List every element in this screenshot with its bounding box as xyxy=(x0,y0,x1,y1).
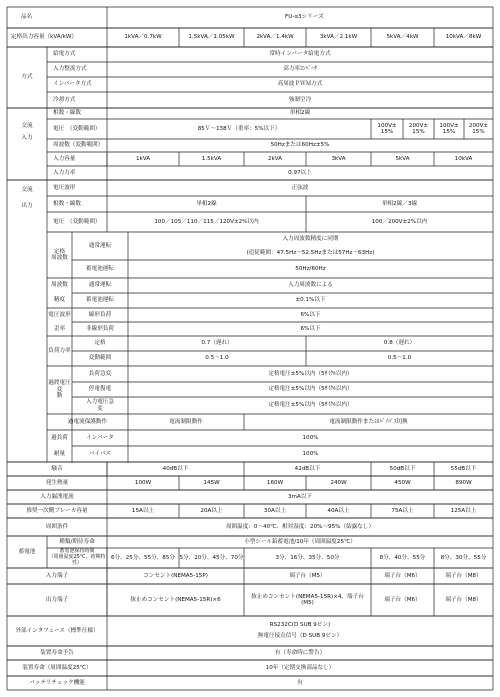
overload-group-b: 耐量 xyxy=(53,450,66,457)
rated-battery-label: 蓄電池運転 xyxy=(86,265,114,272)
overload-group-a: 過負荷 xyxy=(51,434,68,441)
overload-bypass-label: バイパス xyxy=(88,450,112,457)
output-voltage-a: 100／105／110／115／120V±2%以内 xyxy=(154,218,259,225)
input-cap-value: 1.5kVA xyxy=(201,155,222,162)
capacity-value: 3kVA／2.1kW xyxy=(319,34,358,41)
capacity-value: 10kVA／8kW xyxy=(445,34,482,41)
output-phase-b: 単相2線／3線 xyxy=(381,200,418,207)
input-cap-value: 1kVA xyxy=(135,155,151,162)
load-pf-group: 負荷力率 xyxy=(48,347,71,354)
output-voltage-b: 100／200V±2%以内 xyxy=(371,218,428,225)
overload-bypass-value: 100% xyxy=(302,450,319,457)
output-wave-label: 電圧波形 xyxy=(53,184,76,191)
env-label: 周囲条件 xyxy=(45,523,69,530)
interface-value-1: RS232C(D SUB 9ピン) xyxy=(269,622,331,629)
input-voltage-value: 85Ｖ～138Ｖ（重率：5%以下） xyxy=(197,125,281,132)
output-terminal-label: 出力端子 xyxy=(45,596,69,603)
input-pf-label: 入力力率 xyxy=(53,169,76,176)
transient-group: 過渡電圧変 動 xyxy=(48,380,71,400)
overload-inverter-value: 100% xyxy=(302,434,319,441)
output-terminal-value: 抜止めコンセント(NEMA5-15R)×6 xyxy=(130,596,221,603)
input-terminal-value: 端子台（M6） xyxy=(384,572,421,579)
rated-normal-value-2: (追従範囲：47.5Hz～52.5Hzまたは57Hz～63Hz) xyxy=(246,249,375,256)
leak-label: 入力漏洩電流 xyxy=(40,493,74,500)
breaker-value: 20A以上 xyxy=(200,507,223,514)
input-cap-value: 2kVA xyxy=(267,155,283,162)
env-value: 周囲温度：0～40℃、相対湿度：20%～95%（結露なし） xyxy=(225,523,375,530)
breaker-value: 15A以上 xyxy=(131,507,155,514)
output-wave-value: 正弦波 xyxy=(291,184,309,191)
input-voltage-sub: 200V± 15% xyxy=(468,122,489,135)
input-voltage-sub: 200V± 15% xyxy=(408,122,429,135)
battery-check-value: 有 xyxy=(297,679,303,686)
input-phase-label: 相数・線数 xyxy=(53,110,81,117)
system-group-label: 方式 xyxy=(21,74,33,81)
heat-label: 発生熱量 xyxy=(45,479,69,486)
battery-check-label: バッテリチェック機能 xyxy=(29,679,85,686)
nonlinear-load-label: 非線形負荷 xyxy=(86,325,114,332)
life-predict-label: 装置寿命予告 xyxy=(40,649,74,656)
input-terminal-value: 端子台（M5） xyxy=(289,572,326,579)
battery-hold-value: 3分、16分、35分、50分 xyxy=(275,554,340,561)
transient-row-label: 停電復電 xyxy=(88,386,112,393)
input-cap-value: 10kVA xyxy=(454,155,473,162)
noise-label: 騒音 xyxy=(51,465,63,472)
overload-inverter-label: インバータ xyxy=(86,434,114,441)
pf-range-b: 0.5～1.0 xyxy=(387,355,412,362)
heat-value: 145W xyxy=(203,479,220,486)
freq-precision-group-a: 周波数 xyxy=(51,282,68,289)
input-pf-value: 0.97以上 xyxy=(288,169,312,176)
input-terminal-label: 入力端子 xyxy=(45,572,69,579)
interface-value-2: 無電圧接点信号（D SUB 9ピン） xyxy=(257,633,343,640)
header-label: 品名 xyxy=(21,14,33,21)
battery-type-label: 種類/期待寿命 xyxy=(59,538,95,545)
heat-value: 100W xyxy=(134,479,152,486)
heat-value: 160W xyxy=(266,479,284,486)
output-terminal-value: 抜止めコンセント(NEMA5-15R)×4、端子台 (M5) xyxy=(251,593,364,606)
system-row-value: 常時インバータ給電方式 xyxy=(269,51,331,58)
pf-range-a: 0.5～1.0 xyxy=(205,355,229,362)
heat-value: 890W xyxy=(455,479,472,486)
rated-battery-value: 50Hz/60Hz xyxy=(295,265,326,272)
transient-row-value: 定格電圧±5%以内（5ｻｲｸﾙ以内） xyxy=(268,386,353,393)
transient-row-value: 定格電圧±5%以内（5ｻｲｸﾙ以内） xyxy=(268,402,353,409)
input-phase-value: 単相2線 xyxy=(289,110,311,117)
capacity-value: 1.5kVA／1.05kW xyxy=(188,34,235,41)
system-row-value: 高周波ＰＷＭ方式 xyxy=(277,81,323,88)
battery-hold-label: 蓄電池保持時間 （周囲温度25℃、初期特性） xyxy=(48,548,106,566)
transient-row-value: 定格電圧±5%以内（5ｻｲｸﾙ以内） xyxy=(268,370,353,377)
breaker-value: 30A以上 xyxy=(263,507,287,514)
battery-hold-value: 6分、25分、55分、85分 xyxy=(110,554,176,561)
pf-range-label: 変動範囲 xyxy=(88,355,112,362)
noise-value: 50dB以下 xyxy=(389,465,416,472)
breaker-label: 推奨一次側ブレーカ容量 xyxy=(26,507,88,514)
system-row-value: 強制空冷 xyxy=(288,96,312,103)
ac-input-group-b: 入力 xyxy=(21,134,33,141)
system-row-label: インバータ方式 xyxy=(53,81,92,88)
breaker-value: 75A以上 xyxy=(391,507,414,514)
input-terminal-value: コンセント(NEMA5-15P) xyxy=(143,572,208,579)
linear-load-label: 線形負荷 xyxy=(88,311,112,318)
output-terminal-value: 端子台（M8） xyxy=(445,596,482,603)
transient-row-label: 入力電圧急 変 xyxy=(86,399,114,412)
system-row-value: 高力率ｺﾝﾊﾞｰﾀ xyxy=(283,66,317,73)
interface-label: 外部インタフェース（標準仕様） xyxy=(15,627,99,634)
freq-normal-value: 入力周波数による xyxy=(288,282,333,289)
overcurrent-a: 電流制限動作 xyxy=(169,418,203,425)
input-cap-label: 入力容量 xyxy=(53,155,76,162)
transient-row-label: 負荷急変 xyxy=(88,370,112,377)
noise-value: 42dB以下 xyxy=(294,465,321,472)
freq-battery-label: 蓄電池運転 xyxy=(86,297,114,304)
system-row-label: 入力整流方式 xyxy=(53,66,87,73)
overcurrent-label: 過電流保護動作 xyxy=(67,418,108,425)
nonlinear-load-value: 6%以下 xyxy=(300,325,321,332)
heat-value: 240W xyxy=(330,479,347,486)
freq-precision-group-b: 精度 xyxy=(53,297,66,304)
capacity-value: 2kVA／1.4kW xyxy=(256,34,294,41)
freq-battery-value: ±0.1%以下 xyxy=(295,297,326,304)
input-voltage-sub: 100V± 15% xyxy=(439,122,459,135)
leak-value: 3mA以下 xyxy=(287,493,313,500)
battery-type-value: 小型シール鉛蓄電池/10年（周囲温度25℃） xyxy=(244,538,356,545)
noise-value: 40dB以下 xyxy=(162,465,189,472)
ac-output-group-a: 交流 xyxy=(21,186,33,193)
input-voltage-sub: 100V± 15% xyxy=(377,122,397,135)
input-cap-value: 3kVA xyxy=(331,155,346,162)
rated-normal-value-1: 入力周波数精度に同期 xyxy=(282,235,339,242)
noise-value: 55dB以下 xyxy=(450,465,477,472)
distortion-group-a: 電圧波形 xyxy=(48,311,71,318)
overcurrent-b: 電流制限動作またはﾊﾞｲﾊﾟｽ切換 xyxy=(329,418,408,425)
ac-input-group-a: 交流 xyxy=(21,122,33,129)
distortion-group-b: 歪率 xyxy=(53,325,66,332)
capacity-value: 5kVA／4kW xyxy=(386,34,419,41)
model-name: FU-α3シリーズ xyxy=(285,14,324,21)
linear-load-value: 6%以下 xyxy=(300,311,321,318)
life-label: 装置寿命（周囲温度25℃） xyxy=(22,664,92,671)
input-voltage-label: 電圧 （変動範囲） xyxy=(53,125,101,132)
input-freq-value: 50Hzまたは60Hz±5% xyxy=(270,142,330,149)
output-phase-a: 単相2線 xyxy=(196,200,217,207)
rated-normal-label: 通常運転 xyxy=(88,242,112,249)
ac-output-group-b: 出力 xyxy=(21,202,33,209)
heat-value: 450W xyxy=(394,479,411,486)
input-terminal-value: 端子台（M8） xyxy=(445,572,482,579)
system-row-label: 給電方式 xyxy=(53,51,76,58)
battery-group: 蓄電池 xyxy=(18,548,36,555)
life-value: 10年（定期交換部品なし） xyxy=(265,664,335,671)
input-cap-value: 5kVA xyxy=(395,155,410,162)
capacity-label: 定格出力容量（kVA/kW） xyxy=(11,34,77,41)
breaker-value: 125A以上 xyxy=(450,507,477,514)
input-freq-label: 周波数（変動範囲） xyxy=(53,142,104,149)
battery-hold-value: 8分、30分、55分 xyxy=(440,554,487,561)
system-row-label: 冷却方式 xyxy=(53,96,76,103)
battery-hold-value: 5分、20分、45分、70分 xyxy=(179,554,244,561)
pf-rated-a: 0.7（遅れ） xyxy=(201,340,233,347)
capacity-value: 1kVA／0.7kW xyxy=(124,34,162,41)
battery-hold-value: 8分、40分、55分 xyxy=(379,554,426,561)
output-phase-label: 相数・線数 xyxy=(53,200,81,207)
breaker-value: 40A以上 xyxy=(327,507,350,514)
pf-rated-label: 定格 xyxy=(94,340,106,347)
life-predict-value: 有（寿命時に警告） xyxy=(274,649,326,656)
rated-freq-group: 定格 周波数 xyxy=(51,248,68,261)
output-voltage-label: 電圧 （変動範囲） xyxy=(53,218,101,225)
freq-normal-label: 通常運転 xyxy=(88,282,112,289)
pf-rated-b: 0.8（遅れ） xyxy=(383,340,416,347)
output-terminal-value: 端子台（M6） xyxy=(384,596,421,603)
